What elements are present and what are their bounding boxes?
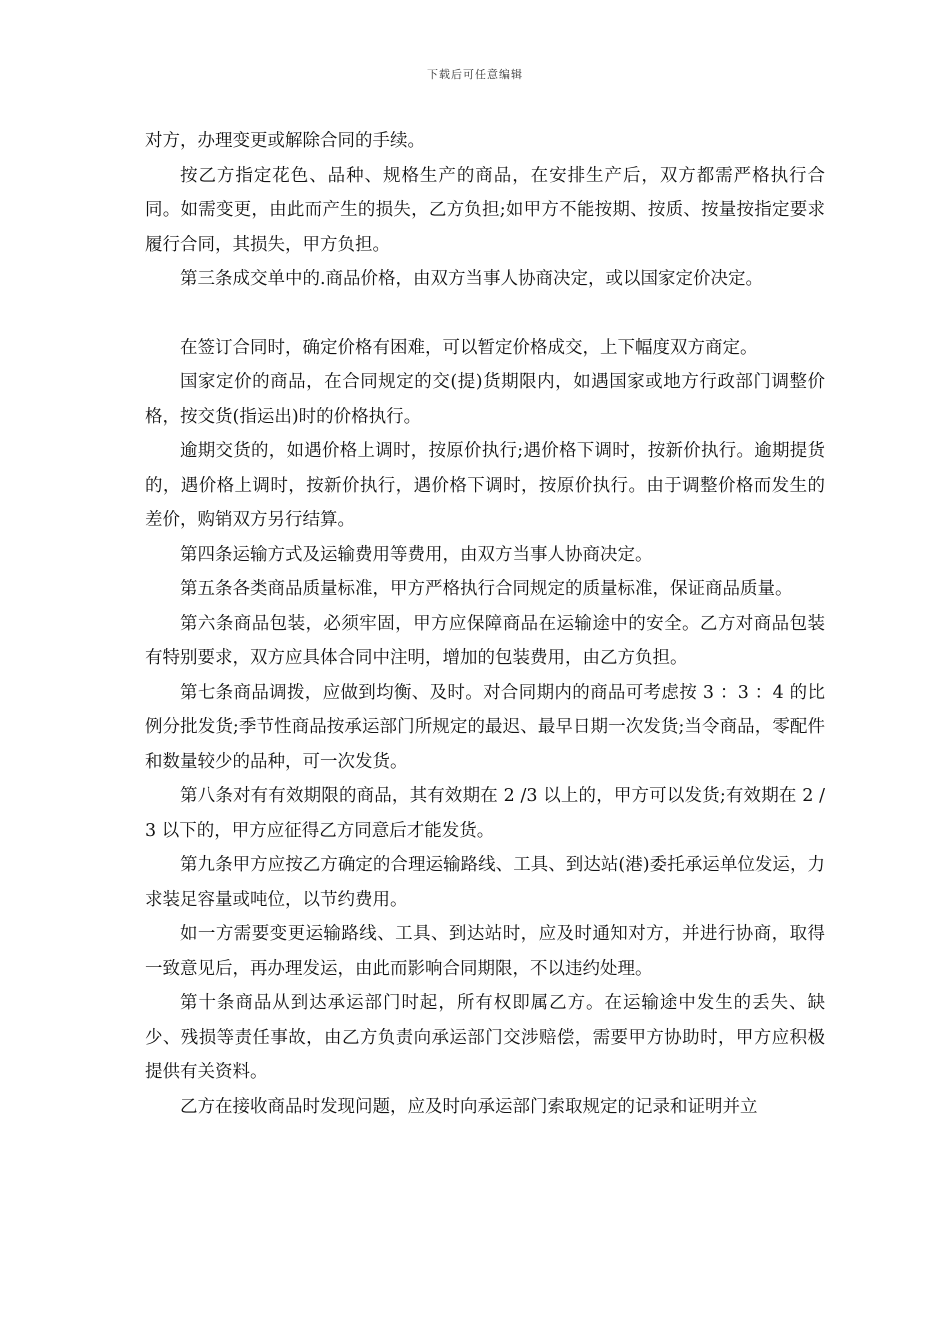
- paragraph: 第十条商品从到达承运部门时起，所有权即属乙方。在运输途中发生的丢失、缺少、残损等责任事故，由乙方负责向承运部门交涉赔偿，需要甲方协助时，甲方应积极提供有关资料。: [145, 993, 825, 1082]
- paragraph: 国家定价的商品，在合同规定的交(提)货期限内，如遇国家或地方行政部门调整价格，按交货(指运出)时的价格执行。: [145, 372, 825, 427]
- paragraph: 第六条商品包装，必须牢固，甲方应保障商品在运输途中的安全。乙方对商品包装有特别要求，双方应具体合同中注明，增加的包装费用，由乙方负担。: [145, 613, 825, 668]
- paragraph: 第四条运输方式及运输费用等费用，由双方当事人协商决定。: [180, 544, 653, 565]
- document-body: [145, 124, 825, 1124]
- paragraph: 逾期交货的，如遇价格上调时，按原价执行;遇价格下调时，按新价执行。逾期提货的，遇价格上调时，按新价执行，遇价格下调时，按原价执行。由于调整价格而发生的差价，购销双方另行结算。: [145, 441, 825, 530]
- paragraph: 对方，办理变更或解除合同的手续。: [145, 131, 425, 151]
- paragraph: 第五条各类商品质量标准，甲方严格执行合同规定的质量标准，保证商品质量。: [180, 579, 793, 599]
- paragraph: 按乙方指定花色、品种、规格生产的商品，在安排生产后，双方都需严格执行合同。如需变更，由此而产生的损失，乙方负担;如甲方不能按期、按质、按量按指定要求履行合同，其损失，甲方负担。: [145, 165, 825, 255]
- paragraph: 第九条甲方应按乙方确定的合理运输路线、工具、到达站(港)委托承运单位发运，力求装足容量或吨位，以节约费用。: [145, 855, 825, 910]
- paragraph: 在签订合同时，确定价格有困难，可以暂定价格成交，上下幅度双方商定。: [180, 337, 758, 358]
- paragraph: 如一方需要变更运输路线、工具、到达站时，应及时通知对方，并进行协商，取得一致意见后，再办理发运，由此而影响合同期限，不以违约处理。: [145, 924, 825, 979]
- paragraph: 第七条商品调拨，应做到均衡、及时。对合同期内的商品可考虑按 3 ：3 ：4 的比例分批发货;季节性商品按承运部门所规定的最迟、最早日期一次发货;当令商品，零配件和数量较少的品种，可一次发货。: [145, 682, 825, 772]
- paragraph: 乙方在接收商品时发现问题，应及时向承运部门索取规定的记录和证明并立: [180, 1096, 758, 1117]
- paragraph: 第八条对有有效期限的商品，其有效期在 2 /3 以上的，甲方可以发货;有效期在 2 /3 以下的，甲方应征得乙方同意后才能发货。: [145, 786, 825, 841]
- page-header-note: 下载后可任意编辑: [427, 68, 523, 81]
- paragraph: 第三条成交单中的.商品价格，由双方当事人协商决定，或以国家定价决定。: [180, 269, 764, 289]
